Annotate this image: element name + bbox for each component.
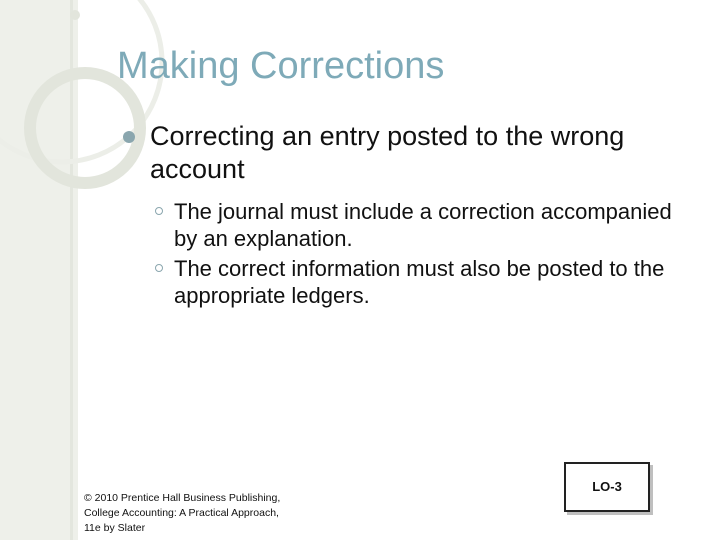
slide-title: Making Corrections: [117, 45, 445, 87]
sub-bullet-item: [152, 255, 690, 309]
copyright-footer: [84, 491, 314, 536]
bullet-text: Correcting an entry posted to the wrong account: [150, 121, 625, 184]
footer-line: College Accounting: A Practical Approach,: [84, 507, 279, 519]
sub-bullet-text: The journal must include a correction accompanied by an explanation.: [174, 199, 672, 251]
bullet-item: [120, 120, 690, 186]
slide-content: [120, 120, 690, 312]
bullet-dot-icon: [123, 131, 135, 143]
sub-bullet-text: The correct information must also be posted to the appropriate ledgers.: [174, 256, 665, 308]
sub-bullet-item: [152, 198, 690, 252]
sub-bullet-ring-icon: [155, 264, 163, 272]
sub-bullet-ring-icon: [155, 207, 163, 215]
left-decor-rule: [70, 0, 73, 540]
sub-bullet-list: [120, 198, 690, 309]
footer-line: 11e by Slater: [84, 522, 146, 534]
footer-line: © 2010 Prentice Hall Business Publishing,: [84, 492, 281, 504]
left-decor-band: [0, 0, 78, 540]
learning-objective-badge: LO-3: [564, 462, 650, 512]
